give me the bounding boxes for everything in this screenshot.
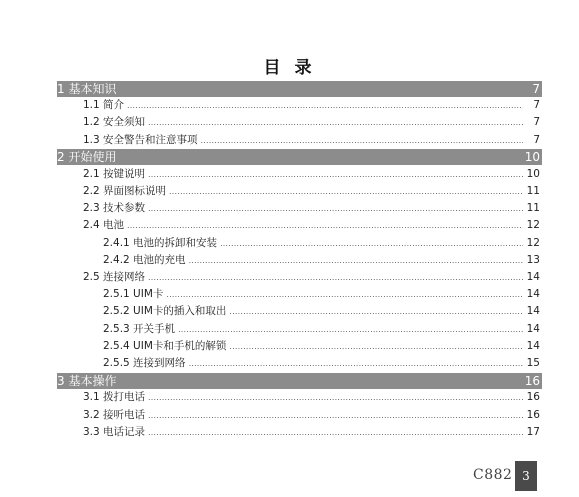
toc-entry-label: 2.4.2 电池的充电 (103, 253, 186, 266)
toc-entry-label: 1 基本知识 (57, 81, 117, 96)
toc-entry-label: 3.2 接听电话 (83, 408, 146, 421)
toc-dot-leader (229, 338, 523, 355)
toc-entry-row[interactable] (57, 424, 542, 441)
toc-dot-leader (148, 269, 523, 286)
toc-entry-row[interactable] (57, 200, 542, 217)
toc-entry-row[interactable] (57, 321, 542, 338)
toc-dot-leader (127, 217, 523, 234)
toc-chapter-row[interactable] (57, 373, 542, 389)
toc-dot-leader (148, 407, 523, 424)
toc-entry-row[interactable] (57, 252, 542, 269)
toc-entry-label: 2.4.1 电池的拆卸和安装 (103, 236, 218, 249)
toc-entry-label: 2.1 按键说明 (83, 167, 146, 180)
toc-entry-label: 2.3 技术参数 (83, 202, 146, 215)
toc-dot-leader (148, 389, 523, 406)
toc-entry-label: 2 开始使用 (57, 150, 117, 165)
toc-entry-label: 2.5.5 连接到网络 (103, 356, 186, 369)
toc-page-number: 7 (533, 99, 540, 112)
toc-page-number: 14 (526, 288, 540, 301)
toc-page-number: 16 (524, 373, 540, 388)
toc-entry-label: 3.1 拨打电话 (83, 391, 146, 404)
toc-page-number: 12 (526, 236, 540, 249)
toc-page-number: 17 (526, 425, 540, 438)
toc-page-number: 14 (526, 305, 540, 318)
toc-page-number: 15 (526, 356, 540, 369)
table-of-contents (57, 80, 542, 441)
toc-page-number: 11 (526, 202, 540, 215)
toc-page-number: 14 (526, 322, 540, 335)
toc-dot-leader (189, 355, 523, 372)
toc-page-number: 7 (532, 81, 540, 96)
toc-entry-label: 1.1 简介 (83, 99, 125, 112)
toc-page-number: 7 (533, 133, 540, 146)
toc-page-number: 10 (526, 167, 540, 180)
toc-page-number: 13 (526, 253, 540, 266)
toc-entry-row[interactable] (57, 338, 542, 355)
toc-entry-label: 2.5.2 UIM卡的插入和取出 (103, 305, 227, 318)
toc-entry-row[interactable] (57, 114, 542, 131)
toc-entry-row[interactable] (57, 407, 542, 424)
toc-dot-leader (229, 303, 523, 320)
toc-entry-row[interactable] (57, 97, 542, 114)
toc-entry-label: 2.4 电池 (83, 219, 125, 232)
toc-entry-label: 2.5.3 开关手机 (103, 322, 176, 335)
page-title: 目 录 (263, 58, 316, 78)
toc-dot-leader (148, 114, 523, 131)
toc-page-number: 7 (533, 116, 540, 129)
toc-entry-row[interactable] (57, 166, 542, 183)
toc-page-number: 14 (526, 339, 540, 352)
toc-page-number: 14 (526, 271, 540, 284)
toc-entry-label: 2.5.1 UIM卡 (103, 288, 164, 301)
toc-entry-row[interactable] (57, 303, 542, 320)
toc-chapter-row[interactable] (57, 149, 542, 165)
model-name: C882 (473, 467, 513, 483)
toc-dot-leader (148, 166, 523, 183)
toc-chapter-row[interactable] (57, 81, 542, 97)
toc-entry-row[interactable] (57, 389, 542, 406)
toc-dot-leader (220, 235, 523, 252)
toc-dot-leader (148, 424, 523, 441)
toc-dot-leader (127, 97, 523, 114)
toc-entry-row[interactable] (57, 218, 542, 235)
toc-entry-label: 1.2 安全须知 (83, 116, 146, 129)
toc-dot-leader (169, 183, 523, 200)
toc-dot-leader (189, 252, 523, 269)
toc-entry-row[interactable] (57, 355, 542, 372)
toc-dot-leader (148, 200, 523, 217)
toc-page-number: 16 (526, 391, 540, 404)
page-number-badge: 3 (515, 461, 537, 491)
toc-dot-leader (178, 321, 523, 338)
toc-dot-leader (166, 286, 523, 303)
toc-entry-label: 1.3 安全警告和注意事项 (83, 133, 198, 146)
toc-page-number: 16 (526, 408, 540, 421)
toc-entry-label: 2.2 界面图标说明 (83, 185, 167, 198)
toc-entry-label: 3 基本操作 (57, 373, 117, 388)
toc-entry-row[interactable] (57, 286, 542, 303)
toc-page-number: 12 (526, 219, 540, 232)
toc-entry-row[interactable] (57, 183, 542, 200)
toc-page-number: 11 (526, 185, 540, 198)
toc-entry-label: 2.5.4 UIM卡和手机的解锁 (103, 339, 227, 352)
toc-entry-label: 2.5 连接网络 (83, 271, 146, 284)
toc-entry-row[interactable] (57, 132, 542, 149)
toc-entry-row[interactable] (57, 269, 542, 286)
toc-entry-row[interactable] (57, 235, 542, 252)
toc-dot-leader (201, 132, 523, 149)
toc-page-number: 10 (524, 150, 540, 165)
toc-entry-label: 3.3 电话记录 (83, 425, 146, 438)
